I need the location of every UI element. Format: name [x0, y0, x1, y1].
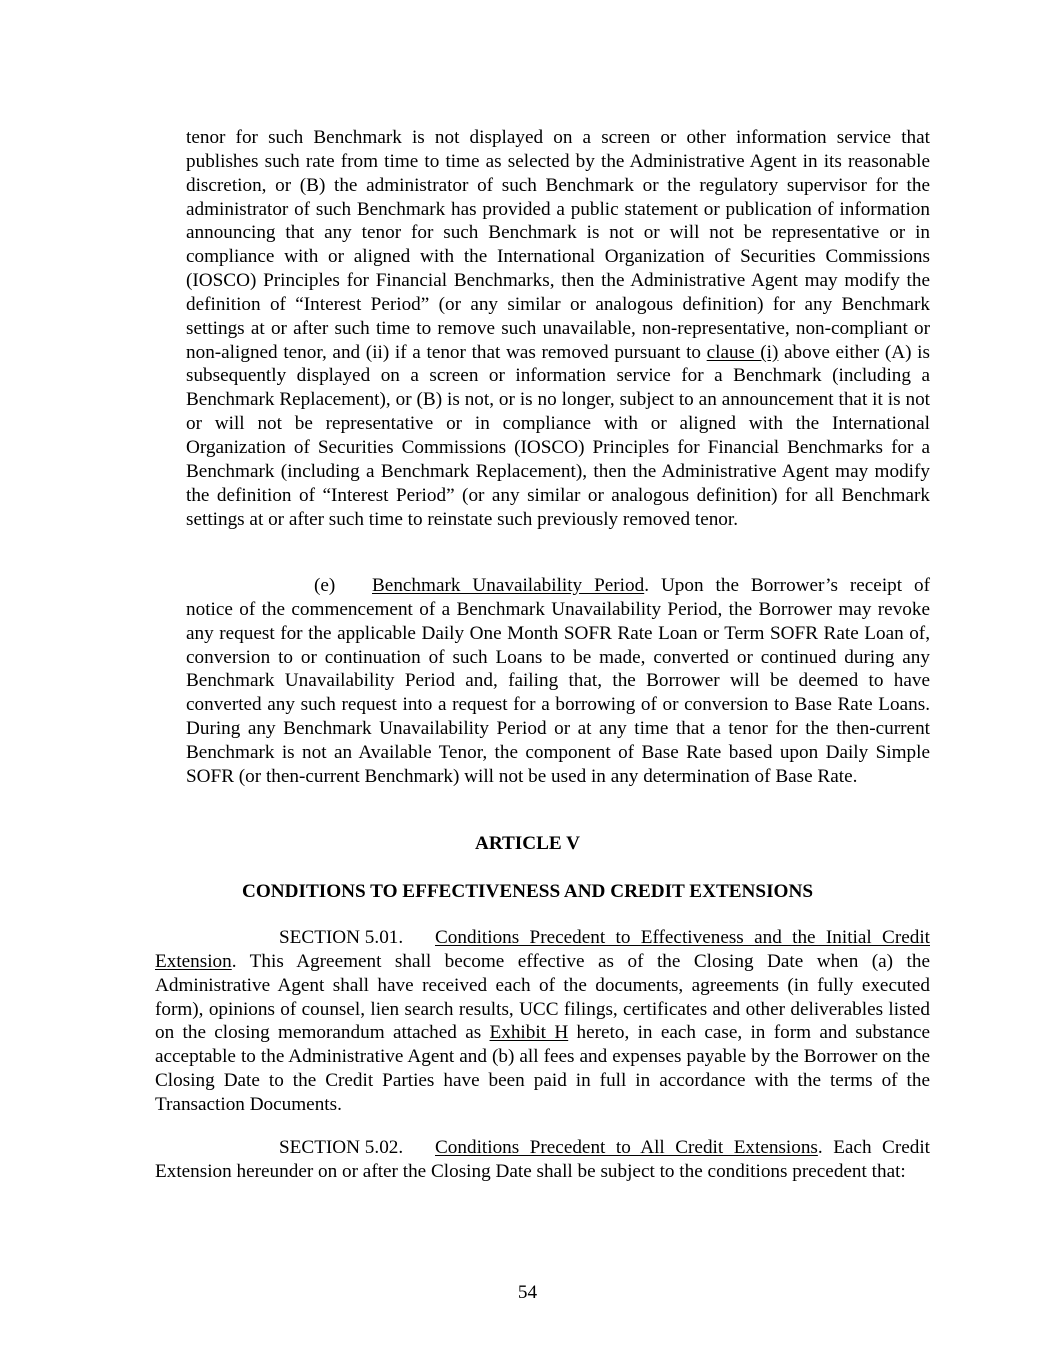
section-heading: Conditions Precedent to Effectiveness and the Initial Credit Extension	[155, 927, 930, 972]
exhibit-reference: Exhibit H	[489, 1022, 569, 1044]
section-text: . Each Credit Extension hereunder on or after the Closing Date shall be subject to the conditions precedent that:	[155, 1137, 931, 1182]
article-subtitle: CONDITIONS TO EFFECTIVENESS AND CREDIT EXTENSIONS	[242, 881, 813, 902]
section-5-02	[155, 1136, 930, 1184]
clause-i-reference: clause (i)	[706, 341, 779, 363]
clause-text: . Upon the Borrower’s receipt of notice of the commencement of a Benchmark Unavailability Period, the Borrower may revoke any request for the applicable Daily One Month SOFR Rate Loan or Term SOFR Rate Loan of, conversion to or continuation of such Loans to be made, converted or continued during any Benchmark Unavailability Period and, failing that, the Borrower will be deemed to have converted any such request into a request for a borrowing of or conversion to Base Rate Loans. During any Benchmark Unavailability Period or at any time that a tenor for the then-current Benchmark is not an Available Tenor, the component of Base Rate based upon Daily Simple SOFR (or then-current Benchmark) will not be used in any determination of Base Rate.	[186, 575, 931, 787]
section-text-continued: hereto, in each case, in form and substance acceptable to the Administrative Agent and (b) all fees and expenses payable by the Borrower on the Closing Date to the Credit Parties have been paid in full in accordance with the terms of the Transaction Documents.	[155, 1022, 930, 1115]
clause-label: (e)	[314, 575, 336, 596]
clause-heading: Benchmark Unavailability Period	[372, 575, 645, 596]
paragraph-text-continued: above either (A) is subsequently displayed on a screen or information service for a Benchmark (including a Benchmark Replacement), or (B) is not, or is no longer, subject to an announcement that it is not or will not be representative or in compliance with or aligned with the International Organization of Securities Commissions (IOSCO) Principles for Financial Benchmarks for a Benchmark (including a Benchmark Replacement), then the Administrative Agent may modify the definition of “Interest Period” (or any similar or analogous definition) for all Benchmark settings at or after such time to reinstate such previously removed tenor.	[186, 341, 930, 530]
page-number: 54	[517, 1282, 538, 1303]
section-heading: Conditions Precedent to All Credit Extensions	[435, 1137, 818, 1158]
paragraph-e-benchmark-unavailability	[186, 574, 930, 789]
section-number: SECTION 5.01.	[279, 927, 404, 948]
paragraph-benchmark-tenor	[186, 126, 930, 531]
paragraph-text: tenor for such Benchmark is not displayed on a screen or other information service that publishes such rate from time to time as selected by the Administrative Agent in its reasonable discretion, or (B) the administrator of such Benchmark or the regulatory supervisor for the administrator of such Benchmark has provided a public statement or publication of information announcing that any tenor for such Benchmark is not or will not be representative or in compliance with or aligned with the International Organization of Securities Commissions (IOSCO) Principles for Financial Benchmarks, then the Administrative Agent may modify the definition of “Interest Period” (or any similar or analogous definition) for any Benchmark settings at or after such time to remove such unavailable, non-representative, non-compliant or non-aligned tenor, and (ii) if a tenor that was removed pursuant to	[186, 127, 930, 363]
article-title: ARTICLE V	[474, 833, 581, 854]
section-text: . This Agreement shall become effective as of the Closing Date when (a) the Administrative Agent shall have received each of the documents, agreements (in fully executed form), opinions of counsel, lien search results, UCC filings, certificates and other deliverables listed on the closing memorandum attached as	[155, 950, 930, 1044]
section-5-01	[155, 926, 930, 1117]
section-number: SECTION 5.02.	[279, 1137, 404, 1158]
